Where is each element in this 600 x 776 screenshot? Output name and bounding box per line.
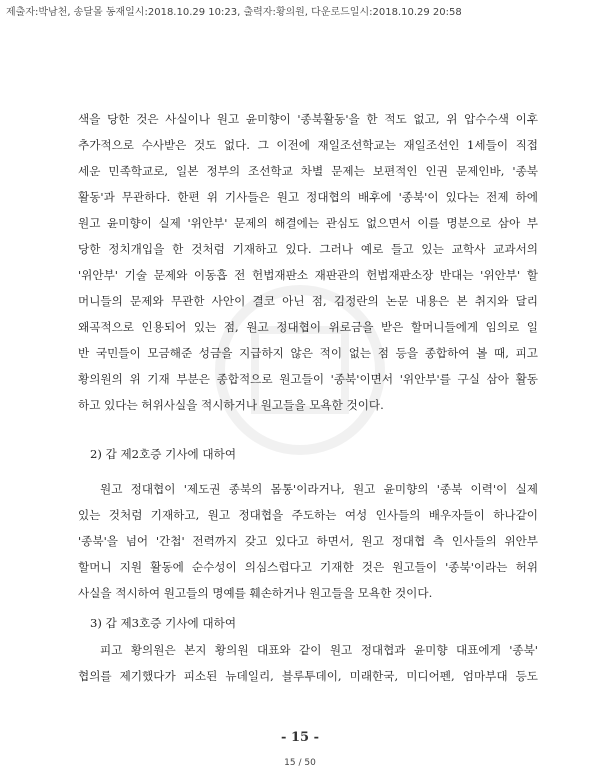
body-line: 황의원의 위 기재 부분은 종합적으로 원고들이 '종북'이면서 '위안부'를 구실 삼아 활동 — [78, 372, 538, 386]
body-line: '위안부' 기술 문제와 이동흡 전 헌법재판소 재판관의 헌법재판소장 반대는 '위안부' 할 — [78, 268, 538, 282]
body-line: 하고 있다는 허위사실을 적시하거나 원고들을 모욕한 것이다. — [78, 398, 384, 412]
body-line: 활동'과 무관하다. 한편 위 기사들은 원고 정대협의 배후에 '종북'이 있다는 전제 하에 — [78, 190, 538, 204]
body-line: 추가적으로 수사받은 것도 없다. 그 이전에 재일조선학교는 재일조선인 1세들이 직접 — [78, 138, 538, 152]
body-line: 왜곡적으로 인용되어 있는 점, 원고 정대협이 위로금을 받은 할머니들에게 임의로 일 — [78, 320, 538, 334]
body-line: 머니들의 문제와 무관한 사안이 결코 아닌 점, 김정란의 논문 내용은 본 취지와 달리 — [78, 294, 538, 308]
document-header: 제출자:박남천, 송달몰 동재일시:2018.10.29 10:23, 출력자:황의원, 다운로드일시:2018.10.29 20:58 — [6, 7, 462, 18]
body-line: 사실을 적시하여 원고들의 명예를 훼손하거나 원고들을 모욕한 것이다. — [78, 586, 433, 600]
body-line: '종북'을 넘어 '간첩' 전력까지 갖고 있다고 하면서, 원고 정대협 측 인사들의 위안부 — [78, 534, 538, 548]
body-line: 할머니 지원 활동에 순수성이 의심스럽다고 기재한 것은 원고들이 '종북'이라는 허위 — [78, 560, 538, 574]
body-line: 색을 당한 것은 사실이나 원고 윤미향이 '종북활동'을 한 적도 없고, 위 압수수색 이후 — [78, 112, 538, 126]
body-line: 협의를 제기했다가 피소된 뉴데일리, 블루투데이, 미래한국, 미디어펜, 엄마부대 등도 — [78, 669, 538, 683]
page-number: - 15 - — [281, 730, 319, 745]
section-heading: 3) 갑 제3호증 기사에 대하여 — [90, 616, 237, 630]
section-heading: 2) 갑 제2호증 기사에 대하여 — [90, 447, 237, 461]
body-line: 반 국민들이 모금해준 성금을 지급하지 않은 적이 없는 점 등을 종합하여 볼 때, 피고 — [78, 346, 538, 360]
body-line: 세운 민족학교로, 일본 정부의 조선학교 차별 문제는 보편적인 인권 문제인바, '종북 — [78, 164, 538, 178]
body-line: 당한 정치개입을 한 것처럼 기재하고 있다. 그러나 예로 들고 있는 교학사 교과서의 — [78, 242, 538, 256]
body-line: 원고 정대협이 '제도권 종북의 몸통'이라거나, 원고 윤미향의 '종북 이력'이 실제 — [100, 482, 538, 496]
body-line: 원고 윤미향이 실제 '위안부' 문제의 해결에는 관심도 없으면서 이를 명분으로 삼아 부 — [78, 216, 538, 230]
page-counter: 15 / 50 — [284, 758, 316, 768]
body-line: 있는 것처럼 기재하고, 원고 정대협을 주도하는 여성 인사들의 배우자들이 하나같이 — [78, 508, 538, 522]
body-line: 피고 황의원은 본지 황의원 대표와 같이 원고 정대협과 윤미향 대표에게 '종북' — [100, 643, 538, 657]
